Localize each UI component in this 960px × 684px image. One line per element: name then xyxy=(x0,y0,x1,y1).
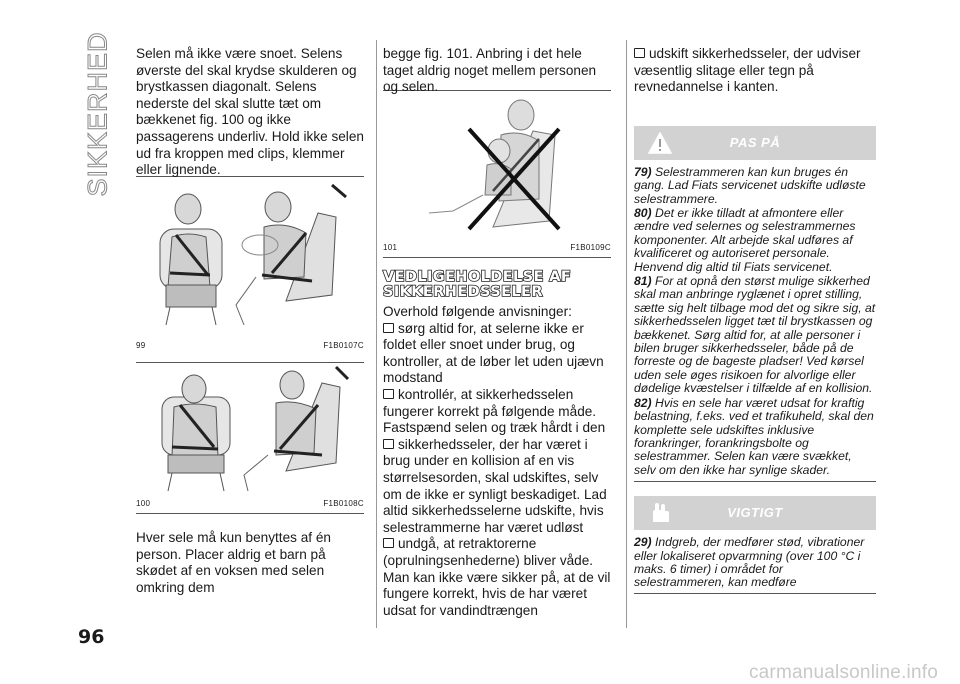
figure-100 xyxy=(136,363,364,513)
intro-text: Overhold følgende anvisninger: xyxy=(383,304,572,319)
figure-number: 99 xyxy=(136,341,146,351)
figure-number: 100 xyxy=(136,499,151,509)
section-tab: SIKKERHED xyxy=(82,31,113,197)
bullet-item: sørg altid for, at selerne ikke er foldet eller snoet under brug, og kontroller, at de løber let uden ujævn modstand xyxy=(383,320,604,386)
column-3 xyxy=(634,46,876,594)
important-list xyxy=(634,536,876,590)
section-rule xyxy=(634,481,876,482)
bullet-icon xyxy=(383,389,394,399)
column-divider xyxy=(376,40,377,628)
seated-passengers-illustration xyxy=(136,177,364,337)
figure-code: F1B0108C xyxy=(323,499,364,509)
warning-item: 80) Det er ikke tilladt at afmontere eller ændre ved selernes og selestrammernes komponenter. Alt arbejde skal udføres af kvalificeret og autoriseret personale. Henvend dig altid til Fiats servicenet. xyxy=(634,206,856,274)
body-paragraph: begge fig. 101. Anbring i det hele taget aldrig noget mellem personen og selen. xyxy=(383,46,597,95)
figure-number: 101 xyxy=(383,243,398,253)
important-banner xyxy=(634,496,876,530)
figure-99 xyxy=(136,177,364,355)
figure-code: F1B0109C xyxy=(570,243,611,253)
warning-item: 82) Hvis en sele har været udsat for kraftig belastning, f.eks. ved et trafikuheld, skal den komplette sele udskiftes inklusive forankringer, forankringsbolte og selestrammer. Selen kan være svækket, selv om den ikke har synlige skader. xyxy=(634,395,874,477)
figure-code: F1B0107C xyxy=(323,341,364,351)
watermark: carmanualsonline.info xyxy=(748,662,938,683)
column-divider xyxy=(626,40,627,628)
bullet-item: sikkerhedsseler, der har været i brug under en kollision af en vis størrelsesorden, skal udskiftes, selv om de ikke er synligt beskadiget. Lad altid sikkerhedsselerne udskifte, hvis selestrammerne har været udløst xyxy=(383,436,607,535)
caution-title: PAS PÅ xyxy=(729,134,781,150)
bullet-icon xyxy=(383,439,394,449)
column-1 xyxy=(136,46,364,596)
page-number: 96 xyxy=(78,626,105,648)
warning-item: 79) Selestrammeren kan kun bruges én gang. Lad Fiats servicenet udskifte udløste selestrammere. xyxy=(634,164,866,206)
section-rule xyxy=(634,593,876,594)
child-on-lap-illustration xyxy=(383,91,611,241)
body-paragraph: Hver sele må kun benyttes af én person. Placer aldrig et barn på skødet af en voksen med selen omkring dem xyxy=(136,530,331,595)
belted-passengers-illustration xyxy=(136,363,364,497)
bullet-item: undgå, at retraktorerne (oprulningsenhederne) bliver våde. Man kan ikke være sikker på, at de vil fungere korrekt, hvis de har været udsat for vandindtrængen xyxy=(383,536,611,618)
bullet-icon xyxy=(634,48,645,58)
bullet-item: udskift sikkerhedsseler, der udviser væsentlig slitage eller tegn på revnedannelse i kanten. xyxy=(634,46,861,95)
important-title: VIGTIGT xyxy=(727,505,783,521)
bullet-item: kontrollér, at sikkerhedsselen fungerer korrekt på følgende måde. Fastspænd selen og træk hårdt i den xyxy=(383,386,606,436)
figure-101 xyxy=(383,91,611,257)
figure-rule xyxy=(383,257,611,258)
bullet-icon xyxy=(383,538,394,548)
warning-item: 81) For at opnå den størst mulige sikkerhed skal man anbringe ryglænet i opret stilling, sætte sig helt tilbage mod det og sikre sig, at sikkerhedsselen ligget tæt til brystkassen og bækkenet. Sørg altid for, at alle personer i bilen bruger sikkerhedsseler, både på de forreste og de bageste pladser! Ved kørsel uden sele øges risikoen for alvorlige eller dødelige kvæstelser i tilfælde af en kollision. xyxy=(634,274,876,396)
body-paragraph: Selen må ikke være snoet. Selens øverste del skal krydse skulderen og brystkassen diagonalt. Selens nederste del skal slutte tæt om bækkenet fig. 100 og ikke passagerens underliv. Hold ikke selen ud fra kroppen med clips, klemmer eller lignende. xyxy=(136,46,364,178)
note-item: 29) Indgreb, der medfører stød, vibrationer eller lokaliseret opvarmning (over 100 °C i maks. 6 timer) i området for selestrammeren, kan medføre xyxy=(634,535,865,590)
caution-banner xyxy=(634,126,876,160)
caution-list xyxy=(634,166,876,477)
section-heading: VEDLIGEHOLDELSE AF SIKKERHEDSSELER xyxy=(383,269,572,300)
bullet-icon xyxy=(383,323,394,333)
column-2 xyxy=(383,46,611,619)
figure-rule xyxy=(136,513,364,514)
